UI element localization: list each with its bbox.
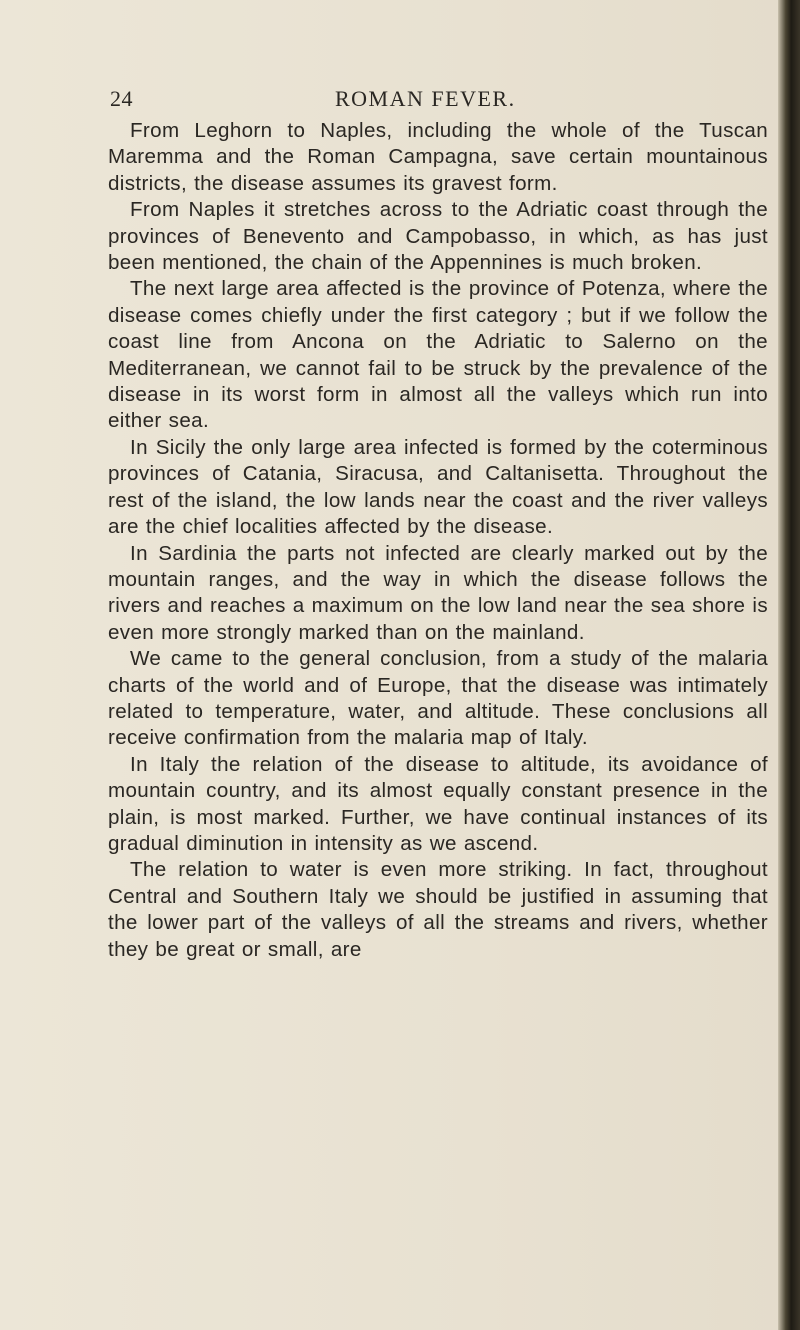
body-text bbox=[108, 118, 768, 963]
paragraph-altitude: In Italy the relation of the disease to altitude, its avoidance of mountain country, and its almost equally constant presence in the plain, is most marked. Further, we have continual instances of its gradual diminution in intensity as we ascend. bbox=[108, 752, 768, 855]
page-number: 24 bbox=[110, 86, 133, 111]
page-header bbox=[110, 86, 770, 116]
running-title: ROMAN FEVER. bbox=[335, 86, 516, 111]
paragraph-naples-adriatic: From Naples it stretches across to the Adriatic coast through the provinces of Benevento and Campobasso, in which, as has just been mentioned, the chain of the Appennines is much broken. bbox=[108, 198, 768, 275]
paragraph-sardinia: In Sardinia the parts not infected are clearly marked out by the mountain ranges, and the way in which the disease follows the rivers and reaches a maximum on the low land near the sea shore is even more strongly marked than on the mainland. bbox=[108, 541, 768, 644]
paragraph-leghorn-naples: From Leghorn to Naples, including the whole of the Tuscan Maremma and the Roman Campagna, save certain mountainous districts, the disease assumes its gravest form. bbox=[108, 119, 768, 195]
binding-edge-shadow bbox=[778, 0, 800, 1330]
paragraph-water: The relation to water is even more striking. In fact, throughout Central and Southern Italy we should be justified in assuming that the lower part of the valleys of all the streams and rivers, whether they be great or small, are bbox=[108, 858, 768, 961]
paragraph-potenza: The next large area affected is the province of Potenza, where the disease comes chiefly under the first category ; but if we follow the coast line from Ancona on the Adriatic to Salerno on the Mediterranean, we cannot fail to be struck by the prevalence of the disease in its worst form in almost all the valleys which run into either sea. bbox=[108, 277, 768, 433]
paragraph-sicily: In Sicily the only large area infected is formed by the coterminous provinces of Catania, Siracusa, and Caltanisetta. Throughout the rest of the island, the low lands near the coast and the river valleys are the chief localities affected by the disease. bbox=[108, 435, 768, 539]
paragraph-general-conclusion: We came to the general conclusion, from a study of the malaria charts of the world and of Europe, that the disease was intimately related to temperature, water, and altitude. These conclusions all receive confirmation from the malaria map of Italy. bbox=[108, 647, 768, 750]
